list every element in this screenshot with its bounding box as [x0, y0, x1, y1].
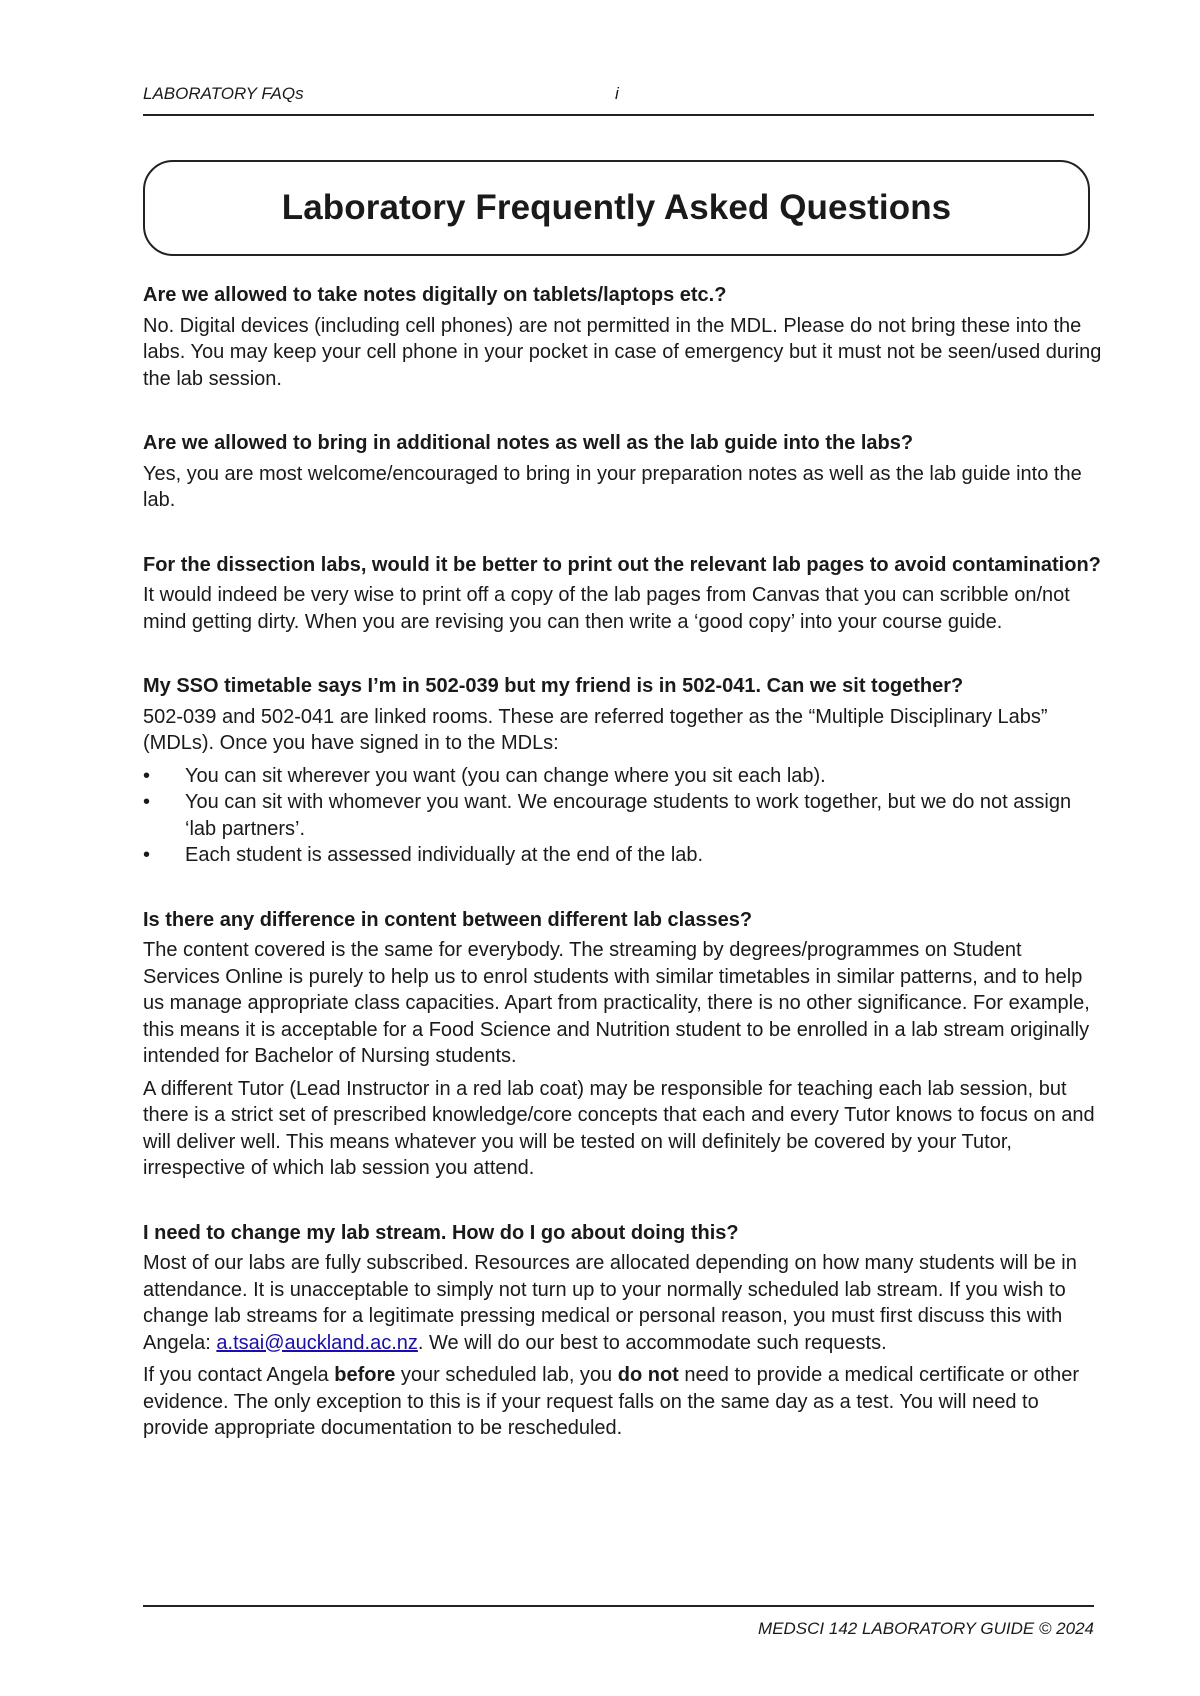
- faq-item-sso-timetable: [143, 673, 1103, 869]
- faq-question: For the dissection labs, would it be better to print out the relevant lab pages to avoid contamination?: [143, 553, 1101, 576]
- list-item-text: You can sit with whomever you want. We encourage students to work together, but we do not assign ‘lab partners’.: [185, 791, 1072, 840]
- answer-text: . We will do our best to accommodate such requests.: [417, 1331, 887, 1354]
- list-item: [143, 763, 1103, 790]
- faq-item-additional-notes: [143, 430, 1103, 514]
- faq-item-content-difference: [143, 907, 1103, 1182]
- answer-text: Most of our labs are fully subscribed. Resources are allocated depending on how many students will be in attendance. It is unacceptable to simply not turn up to your normally scheduled lab stream. If you wish to change lab streams for a legitimate pressing medical or personal reason, you must first discuss this with Angela:: [143, 1252, 1077, 1354]
- faq-answer-continued: A different Tutor (Lead Instructor in a red lab coat) may be responsible for teaching each lab session, but there is a strict set of prescribed knowledge/core concepts that each and every Tutor knows to focus on and will deliver well. This means whatever you will be tested on will definitely be covered by your Tutor, irrespective of which lab session you attend.: [143, 1077, 1095, 1179]
- faq-question: I need to change my lab stream. How do I go about doing this?: [143, 1221, 739, 1244]
- faq-answer: It would indeed be very wise to print off a copy of the lab pages from Canvas that you can scribble on/not mind getting dirty. When you are revising you can then write a ‘good copy’ into your course guide.: [143, 584, 1070, 633]
- list-item-text: You can sit wherever you want (you can change where you sit each lab).: [185, 764, 826, 787]
- faq-question: Is there any difference in content between different lab classes?: [143, 908, 753, 931]
- faq-answer: No. Digital devices (including cell phones) are not permitted in the MDL. Please do not bring these into the labs. You may keep your cell phone in your pocket in case of emergency but it must not be seen/used during the lab session.: [143, 314, 1102, 390]
- title-box: [143, 160, 1090, 256]
- emphasis-before: before: [334, 1364, 396, 1386]
- emphasis-do-not: do not: [617, 1364, 679, 1386]
- answer-text: your scheduled lab, you: [395, 1364, 618, 1386]
- faq-answer-continued: [143, 1362, 1103, 1442]
- faq-answer: [143, 1250, 1103, 1356]
- bullet-icon: •: [143, 764, 151, 787]
- bullet-list: [143, 763, 1103, 869]
- header-page-number: i: [615, 84, 619, 103]
- faq-list: [143, 282, 1103, 1480]
- list-item: [143, 789, 1103, 842]
- page-title: Laboratory Frequently Asked Questions: [281, 188, 952, 227]
- faq-question: Are we allowed to take notes digitally on tablets/laptops etc.?: [143, 284, 727, 306]
- list-item-text: Each student is assessed individually at the end of the lab.: [185, 844, 704, 866]
- header-section-title: LABORATORY FAQs: [143, 84, 304, 103]
- faq-question: Are we allowed to bring in additional notes as well as the lab guide into the labs?: [143, 432, 914, 454]
- faq-answer: 502-039 and 502-041 are linked rooms. These are referred together as the “Multiple Disciplinary Labs” (MDLs). Once you have signed in to the MDLs:: [143, 705, 1048, 754]
- faq-answer: Yes, you are most welcome/encouraged to bring in your preparation notes as well as the lab guide into the lab.: [143, 462, 1082, 511]
- bullet-icon: •: [143, 791, 151, 813]
- email-link[interactable]: a.tsai@auckland.ac.nz: [216, 1331, 418, 1354]
- answer-text: need to provide a medical certificate or other evidence. The only exception to this is if your request falls on the same day as a test. You will need to provide appropriate documentation to be rescheduled.: [143, 1364, 1080, 1439]
- bullet-icon: •: [143, 844, 151, 866]
- running-footer: MEDSCI 142 LABORATORY GUIDE © 2024: [143, 1605, 1094, 1639]
- faq-question: My SSO timetable says I’m in 502-039 but my friend is in 502-041. Can we sit together?: [143, 675, 964, 697]
- faq-item-change-lab-stream: [143, 1220, 1103, 1442]
- answer-text: If you contact Angela: [143, 1364, 335, 1386]
- faq-answer: The content covered is the same for everybody. The streaming by degrees/programmes on Student Services Online is purely to help us to enrol students with similar timetables in similar patterns, and to help us manage appropriate class capacities. Apart from practicality, there is no other significance. For example, this means it is acceptable for a Food Science and Nutrition student to be enrolled in a lab stream originally intended for Bachelor of Nursing students.: [143, 939, 1090, 1067]
- faq-item-digital-notes: [143, 282, 1103, 392]
- faq-item-dissection-labs: [143, 552, 1103, 636]
- list-item: [143, 842, 1103, 869]
- running-header: [143, 84, 1094, 116]
